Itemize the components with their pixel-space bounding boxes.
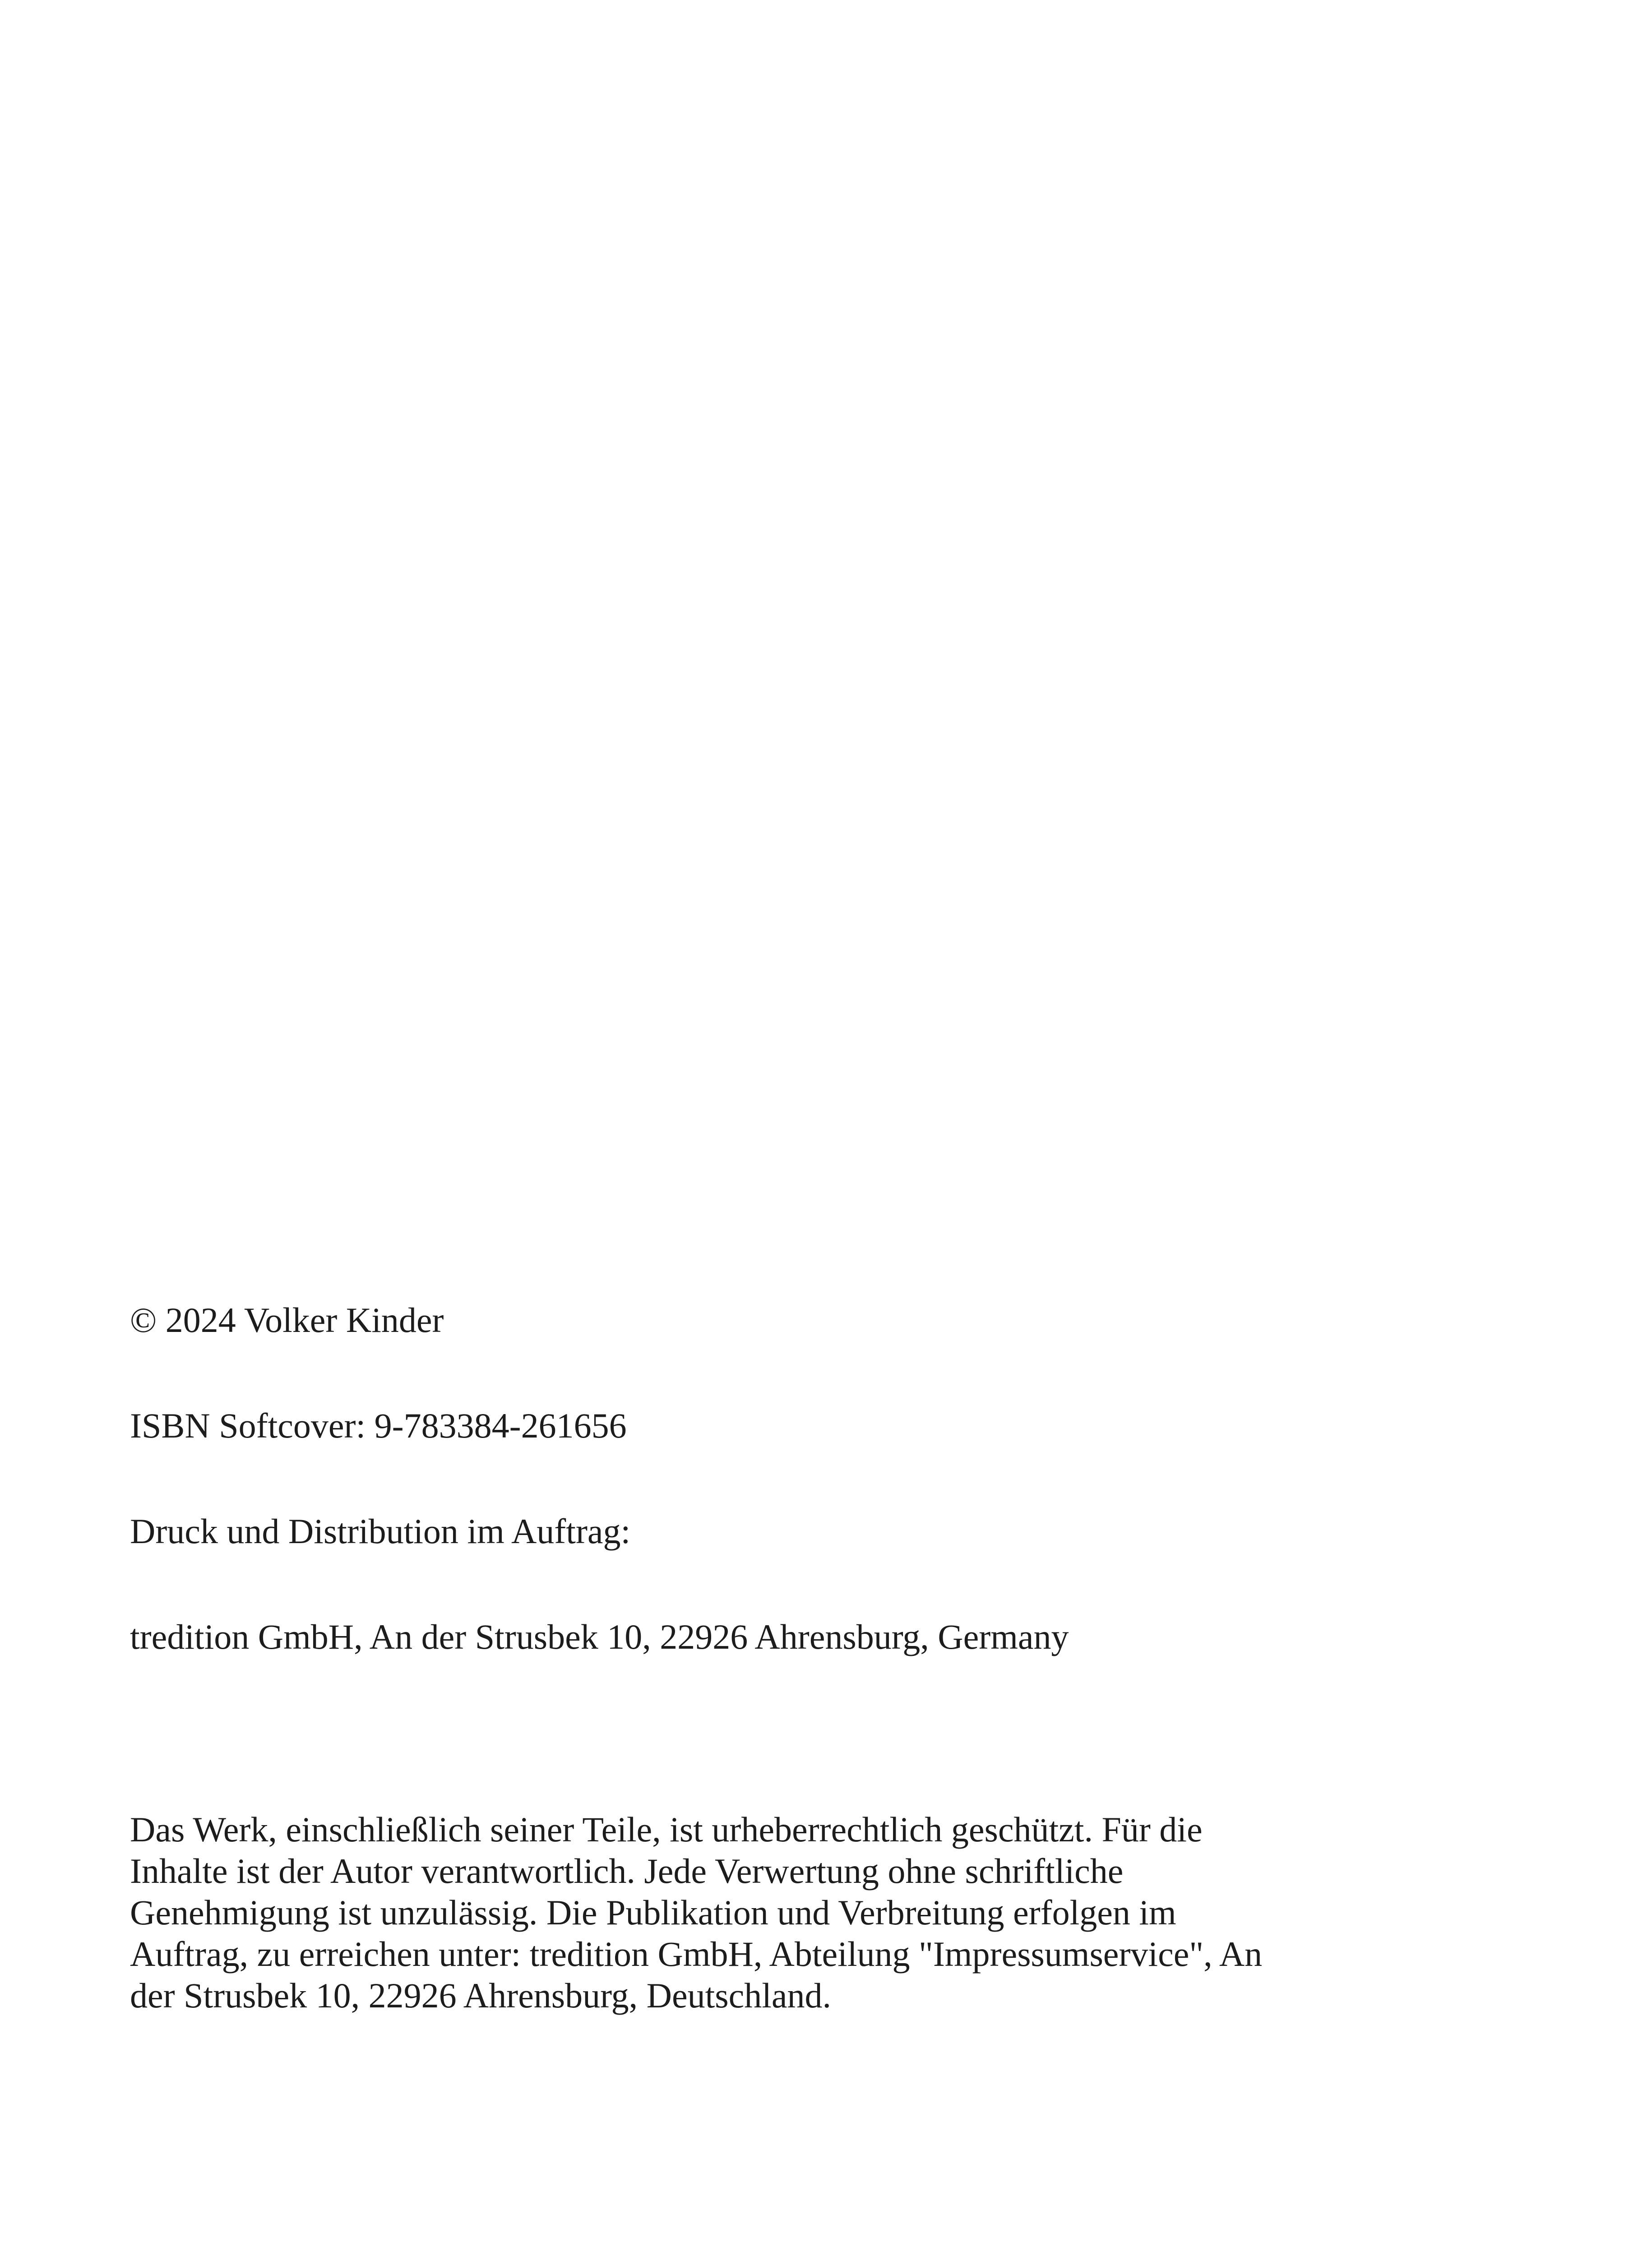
isbn-line: ISBN Softcover: 9-783384-261656 [130,1406,627,1445]
legal-notice-line: Genehmigung ist unzulässig. Die Publikation und Verbreitung erfolgen im [130,1893,1176,1932]
legal-notice-line: Das Werk, einschließlich seiner Teile, ist urheberrechtlich geschützt. Für die [130,1810,1203,1849]
copyright-notice: © 2024 Volker Kinder [130,1300,444,1340]
publisher-address: tredition GmbH, An der Strusbek 10, 22926 Ahrensburg, Germany [130,1617,1069,1656]
legal-notice-line: Inhalte ist der Autor verantwortlich. Jede Verwertung ohne schriftliche [130,1851,1124,1891]
imprint-block [130,1299,1484,2016]
legal-notice-line: Auftrag, zu erreichen unter: tredition GmbH, Abteilung "Impressumservice", An [130,1934,1263,1974]
legal-notice-line: der Strusbek 10, 22926 Ahrensburg, Deutschland. [130,1976,832,2015]
print-distribution-label: Druck und Distribution im Auftrag: [130,1512,631,1551]
legal-notice [130,1809,1475,2016]
